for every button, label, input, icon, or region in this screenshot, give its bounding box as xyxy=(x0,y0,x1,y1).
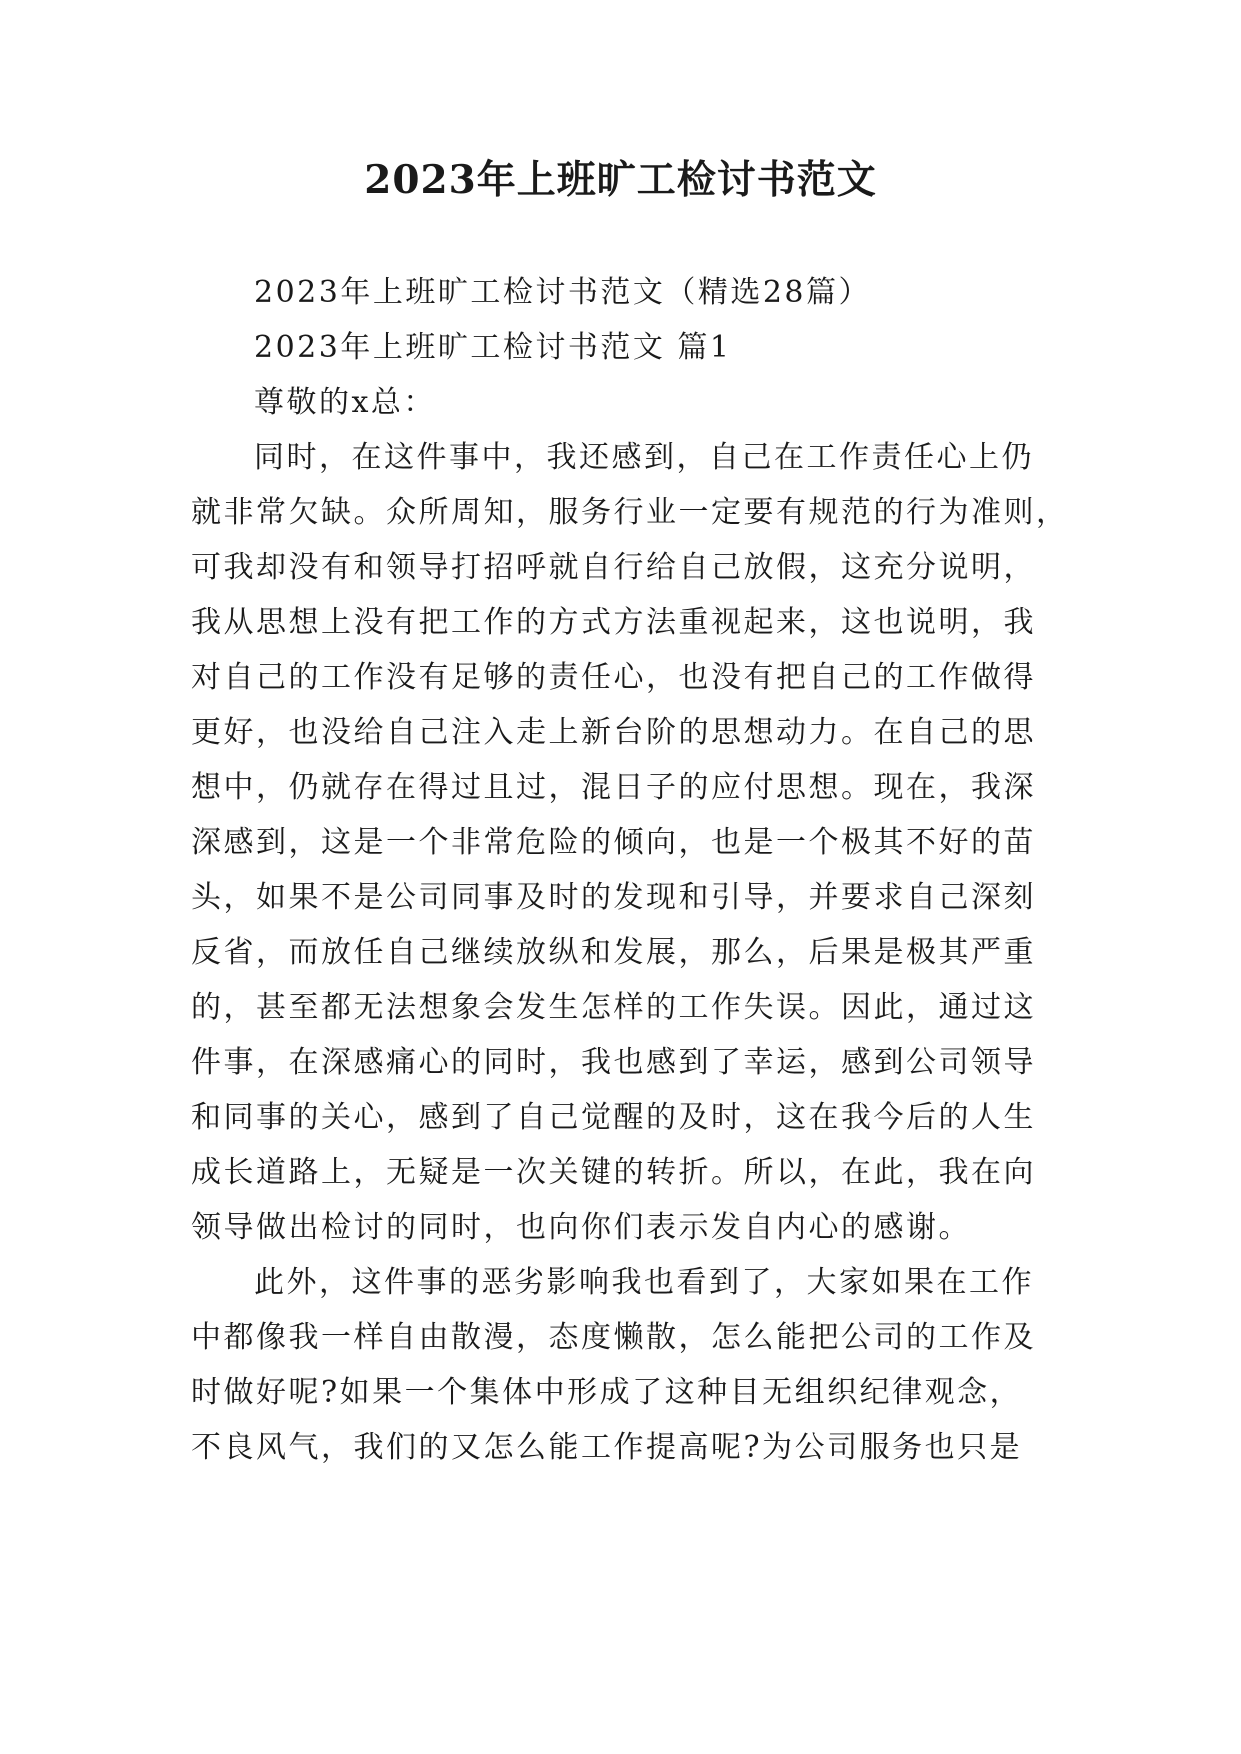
paragraph-line: 深感到，这是一个非常危险的倾向，也是一个极其不好的苗 xyxy=(191,825,1036,860)
document-title: 2023年上班旷工检讨书范文 xyxy=(364,157,877,203)
paragraph-line: 想中，仍就存在得过且过，混日子的应付思想。现在，我深 xyxy=(191,770,1036,805)
paragraph-line: 成长道路上，无疑是一次关键的转折。所以，在此，我在向 xyxy=(191,1155,1036,1190)
paragraph-line: 同时，在这件事中，我还感到，自己在工作责任心上仍 xyxy=(254,440,1034,475)
paragraph-line: 不良风气，我们的又怎么能工作提高呢?为公司服务也只是 xyxy=(191,1430,1023,1465)
paragraph-line: 反省，而放任自己继续放纵和发展，那么，后果是极其严重 xyxy=(191,935,1036,970)
paragraph-line: 此外，这件事的恶劣影响我也看到了，大家如果在工作 xyxy=(254,1265,1034,1300)
paragraph-line: 头，如果不是公司同事及时的发现和引导，并要求自己深刻 xyxy=(191,880,1036,915)
document-body xyxy=(191,265,1069,1475)
paragraph-line: 对自己的工作没有足够的责任心，也没有把自己的工作做得 xyxy=(191,660,1036,695)
paragraph-line: 时做好呢?如果一个集体中形成了这种目无组织纪律观念， xyxy=(191,1375,1023,1410)
paragraph-line: 我从思想上没有把工作的方式方法重视起来，这也说明，我 xyxy=(191,605,1036,640)
paragraph-2 xyxy=(191,1255,1061,1475)
salutation: 尊敬的x总： xyxy=(254,385,436,420)
paragraph-line: 更好，也没给自己注入走上新台阶的思想动力。在自己的思 xyxy=(191,715,1036,750)
paragraph-line: 的，甚至都无法想象会发生怎样的工作失误。因此，通过这 xyxy=(191,990,1036,1025)
paragraph-line: 就非常欠缺。众所周知，服务行业一定要有规范的行为准则， xyxy=(191,495,1069,530)
paragraph-line: 可我却没有和领导打招呼就自行给自己放假，这充分说明， xyxy=(191,550,1036,585)
paragraph-line: 和同事的关心，感到了自己觉醒的及时，这在我今后的人生 xyxy=(191,1100,1036,1135)
paragraph-line: 领导做出检讨的同时，也向你们表示发自内心的感谢。 xyxy=(191,1210,971,1245)
paragraph-1 xyxy=(191,430,1069,1255)
paragraph-line: 中都像我一样自由散漫，态度懒散，怎么能把公司的工作及 xyxy=(191,1320,1036,1355)
subtitle-line: 2023年上班旷工检讨书范文（精选28篇） xyxy=(254,275,872,310)
paragraph-line: 件事，在深感痛心的同时，我也感到了幸运，感到公司领导 xyxy=(191,1045,1036,1080)
section-heading: 2023年上班旷工检讨书范文 篇1 xyxy=(254,330,732,365)
